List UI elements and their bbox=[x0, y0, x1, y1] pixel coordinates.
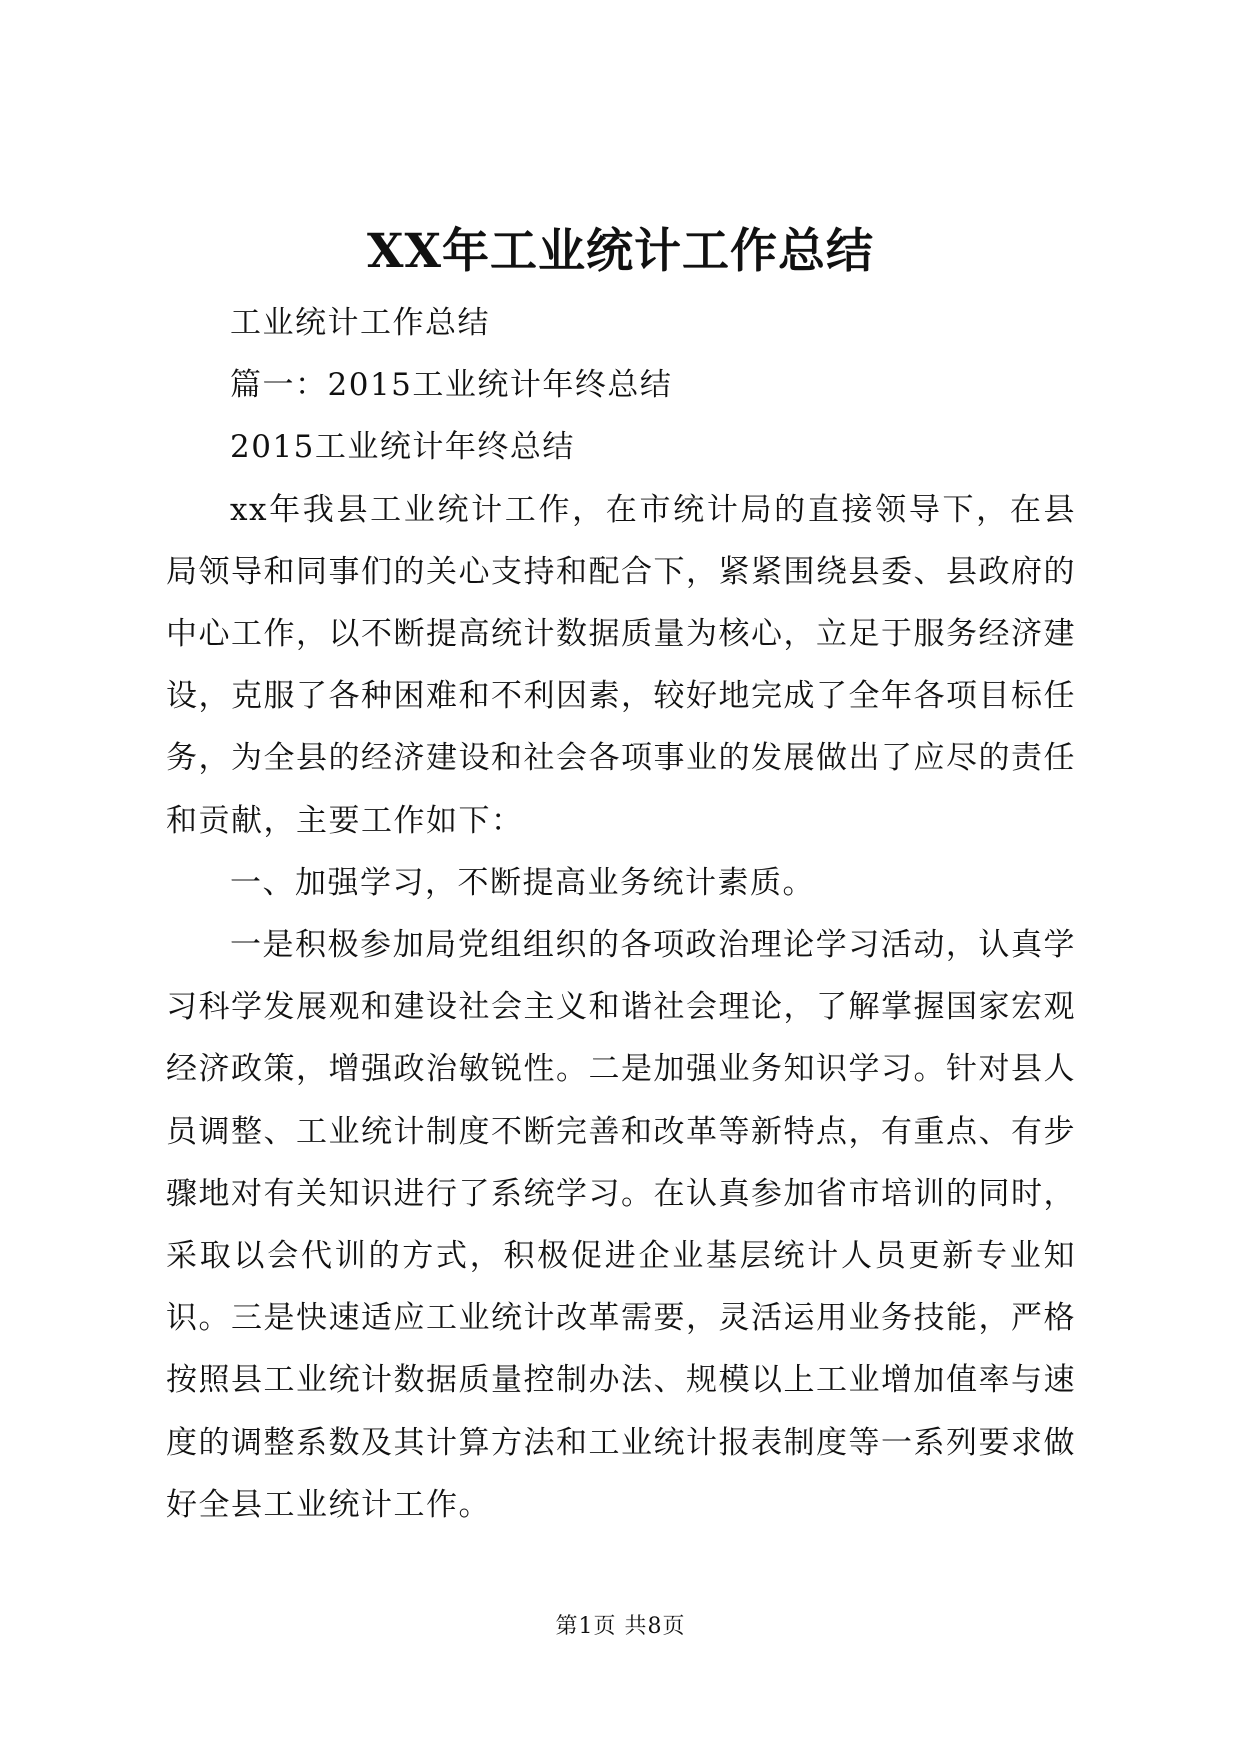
paragraph-intro: xx年我县工业统计工作，在市统计局的直接领导下，在县局领导和同事们的关心支持和配合下，紧紧围绕县委、县政府的中心工作，以不断提高统计数据质量为核心，立足于服务经济建设，克服了各种困难和不利因素，较好地完成了全年各项目标任务，为全县的经济建设和社会各项事业的发展做出了应尽的责任和贡献，主要工作如下： bbox=[166, 491, 1076, 839]
document-title: XX年工业统计工作总结 bbox=[367, 224, 874, 279]
paragraph-section-heading: 一、加强学习，不断提高业务统计素质。 bbox=[230, 864, 815, 901]
paragraph-chapter-title: 2015工业统计年终总结 bbox=[230, 429, 575, 466]
paragraph-chapter-heading: 篇一：2015工业统计年终总结 bbox=[230, 367, 673, 404]
document-body bbox=[166, 292, 1076, 1536]
paragraph-section-body: 一是积极参加局党组组织的各项政治理论学习活动，认真学习科学发展观和建设社会主义和谐社会理论，了解掌握国家宏观经济政策，增强政治敏锐性。二是加强业务知识学习。针对县人员调整、工业统计制度不断完善和改革等新特点，有重点、有步骤地对有关知识进行了系统学习。在认真参加省市培训的同时，采取以会代训的方式，积极促进企业基层统计人员更新专业知识。三是快速适应工业统计改革需要，灵活运用业务技能，严格按照县工业统计数据质量控制办法、规模以上工业增加值率与速度的调整系数及其计算方法和工业统计报表制度等一系列要求做好全县工业统计工作。 bbox=[166, 927, 1076, 1523]
page-number-footer: 第1页 共8页 bbox=[555, 1614, 686, 1639]
paragraph-subtitle: 工业统计工作总结 bbox=[230, 305, 490, 341]
